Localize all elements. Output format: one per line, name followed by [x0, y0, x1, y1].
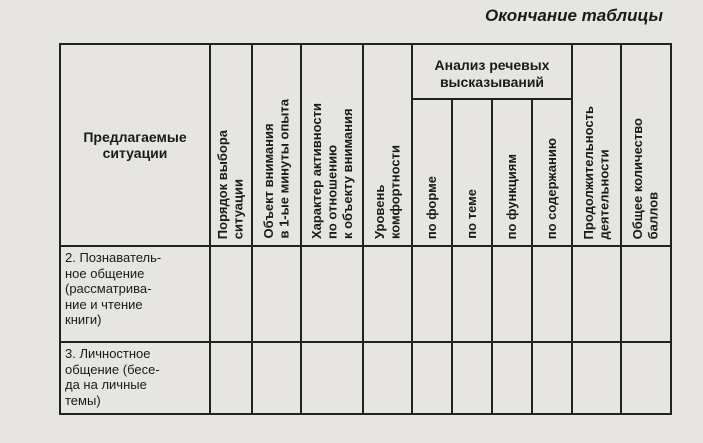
cell [532, 246, 572, 342]
cell [621, 246, 671, 342]
header-total-text: Общее количество баллов [630, 117, 661, 239]
table-caption: Окончание таблицы [484, 6, 663, 25]
table-row [60, 342, 671, 414]
cell [301, 246, 363, 342]
header-by-content-text: по содержанию [544, 137, 560, 239]
cell [452, 342, 492, 414]
cell [621, 342, 671, 414]
header-situations-text: Предлагаемые ситуации [83, 128, 187, 161]
row-label-personal: 3. Личностное общение (бесе- да на личные темы) [60, 342, 210, 414]
header-order-text: Порядок выбора ситуации [215, 129, 246, 239]
evaluation-table [59, 43, 672, 415]
cell [492, 246, 532, 342]
cell [572, 246, 621, 342]
header-situations [60, 44, 210, 246]
cell [572, 342, 621, 414]
cell [301, 342, 363, 414]
table-row [60, 246, 671, 342]
cell [252, 342, 301, 414]
header-by-form [412, 99, 452, 246]
cell [210, 342, 252, 414]
header-by-form-text: по форме [424, 175, 440, 239]
header-order [210, 44, 252, 246]
header-by-function-text: по функциям [504, 153, 520, 239]
cell [492, 342, 532, 414]
cell [363, 342, 412, 414]
header-duration [572, 44, 621, 246]
header-comfort-text: Уровень комфортности [371, 144, 403, 239]
cell [210, 246, 252, 342]
header-by-topic-text: по теме [464, 189, 480, 239]
header-by-function [492, 99, 532, 246]
cell [532, 342, 572, 414]
header-activity [301, 44, 363, 246]
cell [412, 342, 452, 414]
cell [452, 246, 492, 342]
header-total [621, 44, 671, 246]
header-analysis [412, 44, 572, 99]
header-activity-text: Характер активности по отношению к объекту внимания [308, 102, 355, 239]
header-comfort [363, 44, 412, 246]
header-analysis-text: Анализ речевых высказываний [434, 57, 550, 90]
header-by-content [532, 99, 572, 246]
cell [412, 246, 452, 342]
header-by-topic [452, 99, 492, 246]
header-object [252, 44, 301, 246]
cell [252, 246, 301, 342]
header-duration-text: Продолжительность деятельности [580, 105, 612, 239]
cell [363, 246, 412, 342]
row-label-cognitive: 2. Познаватель- ное общение (рассматрива- ние и чтение книги) [60, 246, 210, 342]
header-object-text: Объект внимания в 1-ые минуты опыта [260, 99, 292, 239]
